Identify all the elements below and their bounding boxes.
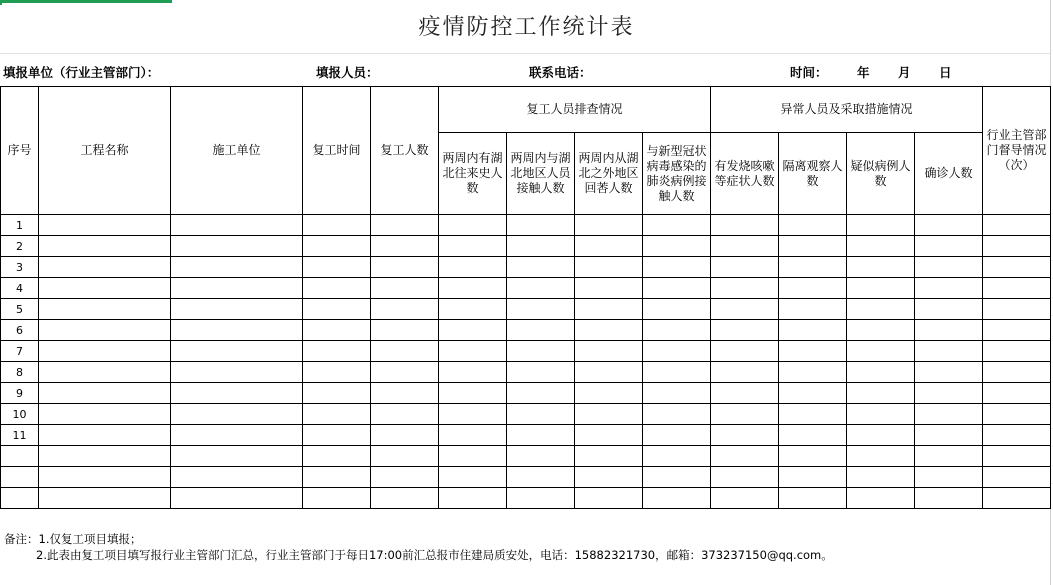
data-cell[interactable] <box>643 425 711 446</box>
table-row <box>1 236 1051 257</box>
data-cell[interactable] <box>39 341 171 362</box>
header-screening-hubei-travel: 两周内有湖北往来史人数 <box>439 133 507 215</box>
data-cell[interactable] <box>303 467 371 488</box>
data-cell[interactable] <box>983 488 1051 509</box>
data-cell[interactable] <box>779 299 847 320</box>
data-cell[interactable] <box>575 446 643 467</box>
data-cell[interactable] <box>915 425 983 446</box>
data-cell[interactable] <box>303 215 371 236</box>
data-cell[interactable] <box>711 446 779 467</box>
row-number[interactable] <box>1 488 39 509</box>
data-cell[interactable] <box>171 236 303 257</box>
data-cell[interactable] <box>171 425 303 446</box>
data-cell[interactable] <box>983 299 1051 320</box>
page-title: 疫情防控工作统计表 <box>418 15 635 40</box>
data-cell[interactable] <box>39 362 171 383</box>
notes <box>4 531 833 563</box>
data-cell[interactable] <box>303 488 371 509</box>
data-cell[interactable] <box>847 467 915 488</box>
data-cell[interactable] <box>439 446 507 467</box>
table-row <box>1 341 1051 362</box>
data-cell[interactable] <box>171 383 303 404</box>
data-cell[interactable] <box>779 215 847 236</box>
data-cell[interactable] <box>915 215 983 236</box>
data-cell[interactable] <box>39 383 171 404</box>
row-number[interactable] <box>1 467 39 488</box>
data-cell[interactable] <box>39 278 171 299</box>
header-abnormal-isolation: 隔离观察人数 <box>779 133 847 215</box>
data-cell[interactable] <box>39 236 171 257</box>
data-cell[interactable] <box>507 362 575 383</box>
data-cell[interactable] <box>171 215 303 236</box>
data-cell[interactable] <box>575 467 643 488</box>
header-construction-unit: 施工单位 <box>171 87 303 215</box>
data-cell[interactable] <box>847 341 915 362</box>
data-cell[interactable] <box>983 257 1051 278</box>
data-cell[interactable] <box>303 278 371 299</box>
data-cell[interactable] <box>303 425 371 446</box>
data-cell[interactable] <box>779 341 847 362</box>
data-cell[interactable] <box>711 467 779 488</box>
row-number[interactable]: 2 <box>1 236 39 257</box>
table-row <box>1 467 1051 488</box>
data-cell[interactable] <box>439 488 507 509</box>
table-row <box>1 257 1051 278</box>
table-row <box>1 404 1051 425</box>
sheet-accent-dot <box>0 3 2 5</box>
data-cell[interactable] <box>575 320 643 341</box>
data-cell[interactable] <box>779 446 847 467</box>
data-cell[interactable] <box>507 488 575 509</box>
data-cell[interactable] <box>847 488 915 509</box>
data-cell[interactable] <box>643 299 711 320</box>
data-cell[interactable] <box>371 383 439 404</box>
data-cell[interactable] <box>983 467 1051 488</box>
header-screening-group: 复工人员排查情况 <box>439 87 711 133</box>
row-number[interactable] <box>1 446 39 467</box>
data-cell[interactable] <box>371 341 439 362</box>
data-cell[interactable] <box>39 257 171 278</box>
data-cell[interactable] <box>643 278 711 299</box>
data-cell[interactable] <box>643 320 711 341</box>
data-cell[interactable] <box>983 320 1051 341</box>
row-number[interactable]: 1 <box>1 215 39 236</box>
data-cell[interactable] <box>575 257 643 278</box>
data-cell[interactable] <box>371 425 439 446</box>
header-abnormal-confirmed: 确诊人数 <box>915 133 983 215</box>
header-screening-hubei-contact: 两周内与湖北地区人员接触人数 <box>507 133 575 215</box>
data-cell[interactable] <box>171 299 303 320</box>
data-cell[interactable] <box>371 404 439 425</box>
data-cell[interactable] <box>711 362 779 383</box>
data-cell[interactable] <box>575 362 643 383</box>
data-cell[interactable] <box>779 362 847 383</box>
data-cell[interactable] <box>847 278 915 299</box>
data-cell[interactable] <box>171 278 303 299</box>
data-cell[interactable] <box>171 362 303 383</box>
data-cell[interactable] <box>439 341 507 362</box>
data-cell[interactable] <box>915 467 983 488</box>
data-cell[interactable] <box>439 362 507 383</box>
data-cell[interactable] <box>643 446 711 467</box>
data-cell[interactable] <box>779 236 847 257</box>
data-cell[interactable] <box>711 383 779 404</box>
table-row <box>1 299 1051 320</box>
reporter-label: 填报人员： <box>316 65 379 80</box>
data-cell[interactable] <box>711 404 779 425</box>
data-cell[interactable] <box>983 215 1051 236</box>
data-cell[interactable] <box>847 236 915 257</box>
data-cell[interactable] <box>303 320 371 341</box>
data-cell[interactable] <box>915 341 983 362</box>
row-number[interactable]: 10 <box>1 404 39 425</box>
header-project-name: 工程名称 <box>39 87 171 215</box>
data-cell[interactable] <box>303 446 371 467</box>
data-cell[interactable] <box>507 278 575 299</box>
data-cell[interactable] <box>39 404 171 425</box>
data-cell[interactable] <box>439 236 507 257</box>
data-cell[interactable] <box>779 488 847 509</box>
month-label: 月 <box>898 65 911 80</box>
data-cell[interactable] <box>711 257 779 278</box>
data-cell[interactable] <box>847 257 915 278</box>
data-cell[interactable] <box>371 488 439 509</box>
data-cell[interactable] <box>915 236 983 257</box>
table-row <box>1 488 1051 509</box>
data-cell[interactable] <box>371 257 439 278</box>
data-cell[interactable] <box>39 425 171 446</box>
data-cell[interactable] <box>171 446 303 467</box>
data-cell[interactable] <box>371 278 439 299</box>
note-line-1: 备注：1.仅复工项目填报； <box>4 532 142 546</box>
table-row <box>1 446 1051 467</box>
data-cell[interactable] <box>171 341 303 362</box>
data-cell[interactable] <box>779 383 847 404</box>
row-number[interactable]: 5 <box>1 299 39 320</box>
data-cell[interactable] <box>507 320 575 341</box>
data-cell[interactable] <box>643 383 711 404</box>
data-cell[interactable] <box>303 341 371 362</box>
data-cell[interactable] <box>575 383 643 404</box>
data-cell[interactable] <box>371 467 439 488</box>
data-cell[interactable] <box>643 215 711 236</box>
data-cell[interactable] <box>39 215 171 236</box>
phone-label: 联系电话： <box>529 65 592 80</box>
data-cell[interactable] <box>711 278 779 299</box>
data-cell[interactable] <box>371 299 439 320</box>
data-cell[interactable] <box>575 488 643 509</box>
table-row <box>1 278 1051 299</box>
data-cell[interactable] <box>507 404 575 425</box>
row-number[interactable]: 7 <box>1 341 39 362</box>
data-cell[interactable] <box>171 467 303 488</box>
data-cell[interactable] <box>171 320 303 341</box>
data-cell[interactable] <box>371 320 439 341</box>
header-seq: 序号 <box>1 87 39 215</box>
data-cell[interactable] <box>39 446 171 467</box>
row-number[interactable]: 6 <box>1 320 39 341</box>
data-cell[interactable] <box>915 404 983 425</box>
data-cell[interactable] <box>983 404 1051 425</box>
data-cell[interactable] <box>847 320 915 341</box>
data-cell[interactable] <box>39 299 171 320</box>
data-cell[interactable] <box>711 215 779 236</box>
data-cell[interactable] <box>439 467 507 488</box>
header-screening-case-contact: 与新型冠状病毒感染的肺炎病例接触人数 <box>643 133 711 215</box>
data-cell[interactable] <box>507 446 575 467</box>
data-cell[interactable] <box>847 383 915 404</box>
data-cell[interactable] <box>983 425 1051 446</box>
data-cell[interactable] <box>847 215 915 236</box>
data-cell[interactable] <box>779 404 847 425</box>
data-cell[interactable] <box>39 467 171 488</box>
row-number[interactable]: 11 <box>1 425 39 446</box>
data-cell[interactable] <box>983 383 1051 404</box>
data-cell[interactable] <box>779 425 847 446</box>
data-cell[interactable] <box>507 425 575 446</box>
data-cell[interactable] <box>643 404 711 425</box>
data-cell[interactable] <box>303 236 371 257</box>
data-cell[interactable] <box>915 383 983 404</box>
data-cell[interactable] <box>507 215 575 236</box>
data-cell[interactable] <box>915 446 983 467</box>
data-cell[interactable] <box>439 425 507 446</box>
data-cell[interactable] <box>779 467 847 488</box>
data-cell[interactable] <box>711 425 779 446</box>
data-cell[interactable] <box>439 215 507 236</box>
header-abnormal-group: 异常人员及采取措施情况 <box>711 87 983 133</box>
data-cell[interactable] <box>39 320 171 341</box>
data-cell[interactable] <box>371 362 439 383</box>
data-cell[interactable] <box>711 341 779 362</box>
data-cell[interactable] <box>643 341 711 362</box>
header-abnormal-suspected: 疑似病例人数 <box>847 133 915 215</box>
data-cell[interactable] <box>643 362 711 383</box>
data-cell[interactable] <box>303 362 371 383</box>
table-row <box>1 383 1051 404</box>
data-cell[interactable] <box>439 404 507 425</box>
data-cell[interactable] <box>575 278 643 299</box>
data-cell[interactable] <box>983 446 1051 467</box>
data-cell[interactable] <box>371 446 439 467</box>
data-cell[interactable] <box>303 404 371 425</box>
time-label: 时间： <box>790 65 828 80</box>
row-number[interactable]: 9 <box>1 383 39 404</box>
data-cell[interactable] <box>439 383 507 404</box>
data-cell[interactable] <box>507 236 575 257</box>
data-cell[interactable] <box>439 320 507 341</box>
data-cell[interactable] <box>847 425 915 446</box>
stats-table <box>0 86 1051 512</box>
title-divider <box>0 53 1050 54</box>
data-cell[interactable] <box>439 257 507 278</box>
data-cell[interactable] <box>847 446 915 467</box>
table-row <box>1 320 1051 341</box>
header-screening-other-return: 两周内从湖北之外地区回莕人数 <box>575 133 643 215</box>
unit-label: 填报单位（行业主管部门）： <box>3 65 160 80</box>
data-cell[interactable] <box>507 467 575 488</box>
data-cell[interactable] <box>779 278 847 299</box>
data-cell[interactable] <box>303 383 371 404</box>
data-cell[interactable] <box>575 404 643 425</box>
data-cell[interactable] <box>983 341 1051 362</box>
row-number[interactable]: 8 <box>1 362 39 383</box>
data-cell[interactable] <box>171 257 303 278</box>
data-cell[interactable] <box>983 278 1051 299</box>
data-cell[interactable] <box>303 299 371 320</box>
data-cell[interactable] <box>303 257 371 278</box>
data-cell[interactable] <box>643 257 711 278</box>
data-cell[interactable] <box>779 320 847 341</box>
data-cell[interactable] <box>643 488 711 509</box>
data-cell[interactable] <box>711 236 779 257</box>
header-supervision: 行业主管部门督导情况（次） <box>983 87 1051 215</box>
header-resume-count: 复工人数 <box>371 87 439 215</box>
header-abnormal-fever: 有发烧咳嗽等症状人数 <box>711 133 779 215</box>
data-cell[interactable] <box>711 299 779 320</box>
day-label: 日 <box>939 65 952 80</box>
header-resume-time: 复工时间 <box>303 87 371 215</box>
sheet-accent-bar <box>0 0 172 3</box>
data-cell[interactable] <box>983 236 1051 257</box>
data-cell[interactable] <box>507 341 575 362</box>
data-cell[interactable] <box>643 467 711 488</box>
table-row <box>1 362 1051 383</box>
data-cell[interactable] <box>371 215 439 236</box>
data-cell[interactable] <box>915 320 983 341</box>
data-cell[interactable] <box>847 404 915 425</box>
data-cell[interactable] <box>915 362 983 383</box>
data-cell[interactable] <box>575 215 643 236</box>
data-cell[interactable] <box>915 278 983 299</box>
data-cell[interactable] <box>575 425 643 446</box>
data-cell[interactable] <box>371 236 439 257</box>
data-cell[interactable] <box>439 299 507 320</box>
data-cell[interactable] <box>711 488 779 509</box>
data-cell[interactable] <box>779 257 847 278</box>
data-cell[interactable] <box>575 299 643 320</box>
data-cell[interactable] <box>39 488 171 509</box>
data-cell[interactable] <box>507 383 575 404</box>
data-cell[interactable] <box>983 362 1051 383</box>
data-cell[interactable] <box>507 299 575 320</box>
data-cell[interactable] <box>575 236 643 257</box>
data-cell[interactable] <box>643 236 711 257</box>
data-cell[interactable] <box>171 404 303 425</box>
row-number[interactable]: 3 <box>1 257 39 278</box>
data-cell[interactable] <box>915 299 983 320</box>
note-line-2: 2.此表由复工项目填写报行业主管部门汇总，行业主管部门于每日17:00前汇总报市住建局质安处，电话：15882321730，邮箱：373237150@qq.com。 <box>36 548 833 562</box>
table-row <box>1 215 1051 236</box>
data-cell[interactable] <box>507 257 575 278</box>
year-label: 年 <box>857 65 870 80</box>
data-cell[interactable] <box>171 488 303 509</box>
data-cell[interactable] <box>439 278 507 299</box>
data-cell[interactable] <box>575 341 643 362</box>
data-cell[interactable] <box>847 362 915 383</box>
data-cell[interactable] <box>915 257 983 278</box>
row-number[interactable]: 4 <box>1 278 39 299</box>
data-cell[interactable] <box>711 320 779 341</box>
table-row <box>1 425 1051 446</box>
data-cell[interactable] <box>915 488 983 509</box>
data-cell[interactable] <box>847 299 915 320</box>
